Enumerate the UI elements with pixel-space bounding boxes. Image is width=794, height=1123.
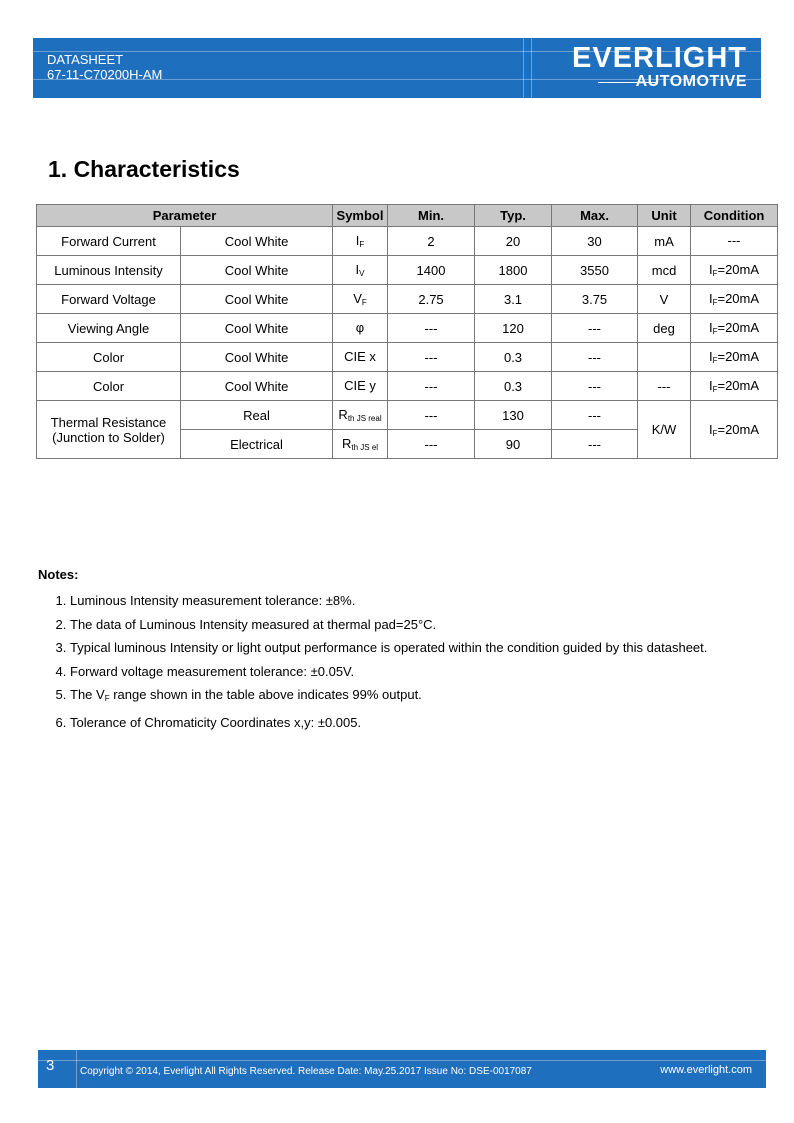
cond-sub: F (712, 327, 718, 336)
cell-max: 30 (552, 227, 638, 256)
cell-typ: 20 (475, 227, 552, 256)
cell-sub: Real (181, 401, 333, 430)
cell-typ: 3.1 (475, 285, 552, 314)
cell-max: --- (552, 430, 638, 459)
cell-sub: Cool White (181, 314, 333, 343)
cell-condition (691, 401, 778, 459)
symbol-main: V (353, 291, 362, 306)
website-link[interactable]: www.everlight.com (660, 1064, 752, 1076)
cell-typ: 1800 (475, 256, 552, 285)
cell-parameter: Forward Voltage (37, 285, 181, 314)
cell-max: --- (552, 401, 638, 430)
note-item: 3. Typical luminous Intensity or light output performance is operated within the condition guided by this datasheet. (70, 636, 790, 660)
cell-unit: deg (638, 314, 691, 343)
symbol-main: CIE x (344, 349, 376, 364)
section-title: 1. Characteristics (48, 156, 240, 182)
cell-condition (691, 227, 778, 256)
cond-sub: F (712, 269, 718, 278)
symbol-main: φ (355, 320, 365, 335)
symbol-main: I (355, 262, 360, 277)
cond-rest: =20mA (717, 378, 760, 393)
cell-min: --- (388, 314, 475, 343)
symbol-sub: F (361, 298, 367, 307)
table-row (37, 227, 778, 256)
symbol-main: R (341, 436, 352, 451)
table-header-row (37, 205, 778, 227)
cell-min: 1400 (388, 256, 475, 285)
col-header-parameter: Parameter (37, 205, 333, 227)
cell-sub: Electrical (181, 430, 333, 459)
cell-symbol (333, 314, 388, 343)
cell-sub: Cool White (181, 227, 333, 256)
symbol-sub: th JS el (351, 443, 379, 452)
footer-rule (38, 1060, 766, 1061)
symbol-main: I (355, 233, 360, 248)
cell-min: --- (388, 372, 475, 401)
cell-min: 2.75 (388, 285, 475, 314)
note-item: 6. Tolerance of Chromaticity Coordinates x,y: ±0.005. (70, 711, 790, 735)
table-row (37, 372, 778, 401)
cell-min: --- (388, 430, 475, 459)
part-number: 67-11-C70200H-AM (47, 67, 163, 82)
cell-typ: 120 (475, 314, 552, 343)
cond-main: I (708, 262, 713, 277)
cell-unit: V (638, 285, 691, 314)
cell-max: --- (552, 343, 638, 372)
col-header-max: Max. (552, 205, 638, 227)
cell-parameter: Color (37, 372, 181, 401)
col-header-min: Min. (388, 205, 475, 227)
cell-unit: --- (638, 372, 691, 401)
cell-min: --- (388, 401, 475, 430)
cell-condition (691, 343, 778, 372)
cond-rest: =20mA (717, 421, 760, 437)
table-body (37, 227, 778, 459)
cell-symbol (333, 343, 388, 372)
notes-title: Notes: (38, 567, 79, 582)
cell-unit (638, 343, 691, 372)
note5-sub: F (104, 694, 110, 703)
col-header-condition: Condition (691, 205, 778, 227)
cond-sub: F (712, 356, 718, 365)
cond-rest: =20mA (717, 320, 760, 335)
page-number: 3 (46, 1057, 55, 1074)
cell-parameter (37, 401, 181, 459)
thermal-param-line1: Thermal Resistance (50, 414, 167, 430)
note5-pre: The V (70, 687, 105, 702)
cond-sub: F (712, 428, 718, 438)
cell-sub: Cool White (181, 343, 333, 372)
symbol-sub: F (359, 240, 365, 249)
header-doc-info (47, 52, 162, 82)
cell-symbol (333, 401, 388, 430)
note-item (70, 683, 790, 711)
cond-main: I (708, 378, 713, 393)
symbol-sub: V (359, 269, 365, 278)
note-item: 1. Luminous Intensity measurement tolerance: ±8%. (70, 589, 790, 613)
cell-typ: 0.3 (475, 343, 552, 372)
cond-sub: F (712, 385, 718, 394)
copyright-text: Copyright © 2014, Everlight All Rights Reserved. Release Date: May.25.2017 Issue No: DSE-0017087 (80, 1066, 532, 1077)
cell-symbol (333, 256, 388, 285)
cell-condition (691, 372, 778, 401)
col-header-unit: Unit (638, 205, 691, 227)
cell-symbol (333, 227, 388, 256)
header-divider (523, 38, 524, 98)
doc-type: DATASHEET (47, 52, 124, 67)
characteristics-table (36, 204, 778, 459)
cell-unit: mcd (638, 256, 691, 285)
cond-main: I (708, 291, 713, 306)
cell-max: 3.75 (552, 285, 638, 314)
symbol-main: R (338, 407, 348, 422)
footer-divider (76, 1050, 77, 1088)
cond-main: --- (727, 233, 741, 248)
cell-parameter: Viewing Angle (37, 314, 181, 343)
cell-parameter: Luminous Intensity (37, 256, 181, 285)
cell-typ: 130 (475, 401, 552, 430)
cell-min: --- (388, 343, 475, 372)
cell-sub: Cool White (181, 372, 333, 401)
cond-main: I (708, 320, 713, 335)
cell-min: 2 (388, 227, 475, 256)
cond-main: I (708, 421, 713, 437)
symbol-sub: th JS real (347, 414, 382, 423)
cond-rest: =20mA (717, 349, 760, 364)
logo-subtitle: AUTOMOTIVE (635, 73, 747, 90)
header-divider (531, 38, 532, 98)
notes-list (40, 589, 790, 734)
note-item: 2. The data of Luminous Intensity measured at thermal pad=25°C. (70, 613, 790, 637)
page-header (33, 38, 761, 98)
cell-sub: Cool White (181, 285, 333, 314)
page-footer (38, 1050, 766, 1088)
cell-sub: Cool White (181, 256, 333, 285)
cell-symbol (333, 430, 388, 459)
cell-max: --- (552, 314, 638, 343)
table-row (37, 343, 778, 372)
cell-typ: 90 (475, 430, 552, 459)
col-header-typ: Typ. (475, 205, 552, 227)
cond-rest: =20mA (717, 291, 760, 306)
table-row (37, 401, 778, 430)
table-row (37, 314, 778, 343)
cond-rest: =20mA (717, 262, 760, 277)
note-item: 4. Forward voltage measurement tolerance: ±0.05V. (70, 660, 790, 684)
cell-parameter: Forward Current (37, 227, 181, 256)
cell-parameter: Color (37, 343, 181, 372)
cell-typ: 0.3 (475, 372, 552, 401)
symbol-main: CIE y (344, 378, 376, 393)
col-header-symbol: Symbol (333, 205, 388, 227)
thermal-param-line2: (Junction to Solder) (52, 429, 165, 445)
cell-condition (691, 256, 778, 285)
cell-max: --- (552, 372, 638, 401)
cell-symbol (333, 372, 388, 401)
cell-condition (691, 285, 778, 314)
cell-unit: K/W (638, 401, 691, 459)
everlight-logo: EVERLIGHT (572, 42, 747, 74)
table-row (37, 256, 778, 285)
cell-symbol (333, 285, 388, 314)
cell-unit: mA (638, 227, 691, 256)
note5-post: range shown in the table above indicates 99% output. (109, 687, 422, 702)
cell-max: 3550 (552, 256, 638, 285)
cond-main: I (708, 349, 713, 364)
cell-condition (691, 314, 778, 343)
table-row (37, 285, 778, 314)
cond-sub: F (712, 298, 718, 307)
